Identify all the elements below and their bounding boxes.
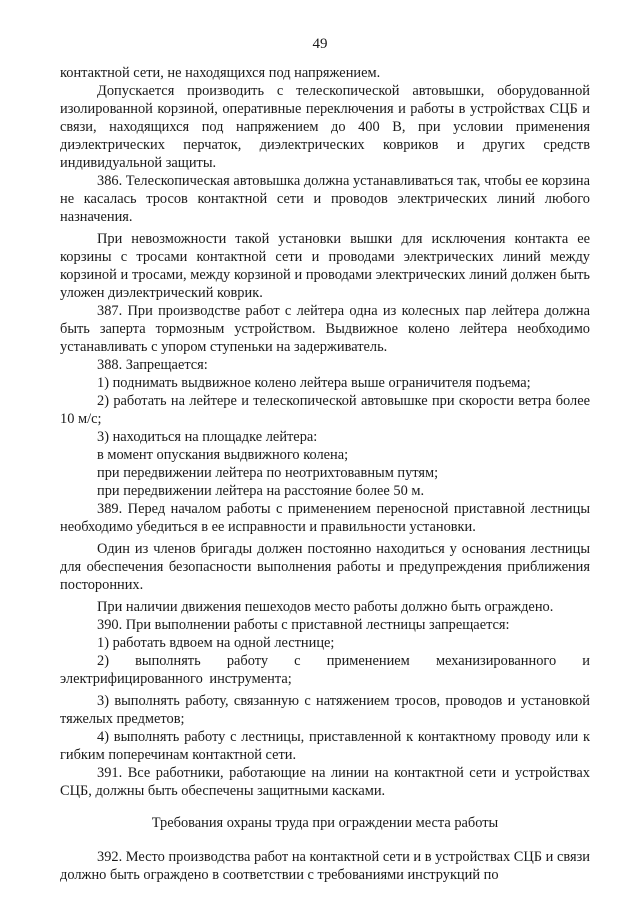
page-number: 49 — [312, 36, 328, 52]
paragraph-continuation: контактной сети, не находящихся под напряжением. — [60, 65, 381, 81]
paragraph-389-note: Один из членов бригады должен постоянно находиться у основания лестницы для обеспечения безопасности выполнения работы и предупреждения приближения посторонних. — [60, 541, 590, 593]
paragraph-390: 390. При выполнении работы с приставной лестницы запрещается: — [97, 617, 510, 633]
list-item-388-1: 1) поднимать выдвижное колено лейтера выше ограничителя подъема; — [97, 375, 531, 391]
list-item-390-2: 2) выполнять работу с применением механизированного и электрифицированного инструмента; — [60, 653, 590, 687]
paragraph-391: 391. Все работники, работающие на линии на контактной сети и устройствах СЦБ, должны быть обеспечены защитными касками. — [60, 765, 590, 799]
list-subitem-388-3a: в момент опускания выдвижного колена; — [97, 447, 349, 463]
section-heading: Требования охраны труда при ограждении места работы — [151, 815, 499, 831]
paragraph-392: 392. Место производства работ на контактной сети и в устройствах СЦБ и связи должно быть ограждено в соответствии с требованиями инструкций по — [60, 849, 590, 883]
document-body — [60, 64, 590, 884]
list-subitem-388-3b: при передвижении лейтера по неотрихтовавным путям; — [97, 465, 439, 481]
paragraph-389: 389. Перед началом работы с применением переносной приставной лестницы необходимо убедиться в ее исправности и правильности установки. — [60, 501, 590, 535]
list-subitem-388-3c: при передвижении лейтера на расстояние более 50 м. — [97, 483, 425, 499]
list-item-390-4: 4) выполнять работу с лестницы, приставленной к контактному проводу или к гибким поперечинам контактной сети. — [60, 729, 590, 763]
paragraph-388: 388. Запрещается: — [97, 357, 208, 373]
paragraph-389-pedestrians: При наличии движения пешеходов место работы должно быть ограждено. — [97, 599, 554, 615]
list-item-388-2: 2) работать на лейтере и телескопической автовышке при скорости ветра более 10 м/с; — [60, 393, 590, 427]
paragraph-387: 387. При производстве работ с лейтера одна из колесных пар лейтера должна быть заперта тормозным устройством. Выдвижное колено лейтера необходимо устанавливать с упором ступеньки на задерживатель. — [60, 303, 590, 355]
paragraph-386: 386. Телескопическая автовышка должна устанавливаться так, чтобы ее корзина не касалась тросов контактной сети и проводов электрических линий любого назначения. — [60, 173, 590, 225]
list-item-390-3: 3) выполнять работу, связанную с натяжением тросов, проводов и установкой тяжелых предметов; — [60, 693, 590, 727]
list-item-388-3: 3) находиться на площадке лейтера: — [97, 429, 318, 445]
paragraph-permission: Допускается производить с телескопической автовышки, оборудованной изолированной корзиной, оперативные переключения и работы в устройствах СЦБ и связи, находящихся под напряжением до 400 В, при условии применения диэлектрических перчаток, диэлектрических ковриков и других средств индивидуальной защиты. — [60, 83, 590, 171]
list-item-390-1: 1) работать вдвоем на одной лестнице; — [97, 635, 335, 651]
paragraph-386-note: При невозможности такой установки вышки для исключения контакта ее корзины с тросами контактной сети и проводами электрических линий между корзиной и тросами, между корзиной и проводами электрических линий должен быть уложен диэлектрический коврик. — [60, 231, 590, 301]
